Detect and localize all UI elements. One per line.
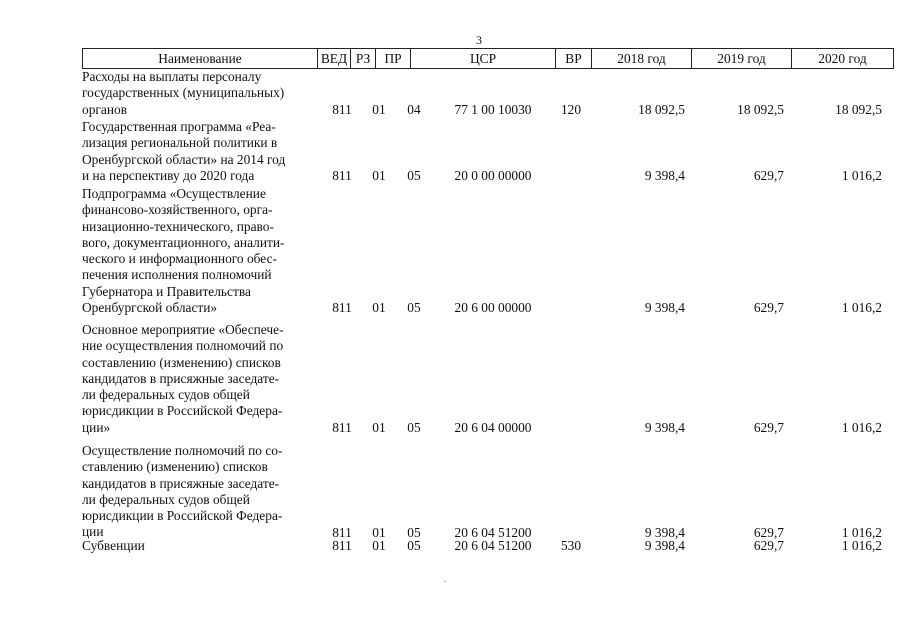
cell-vr: 120 — [560, 101, 582, 117]
row-name-line: лизация региональной политики в — [82, 135, 278, 151]
cell-2019: 629,7 — [753, 419, 784, 435]
cell-2020: 1 016,2 — [841, 524, 882, 540]
row-name-line: Субвенции — [82, 538, 145, 553]
cell-2019: 629,7 — [753, 300, 784, 316]
cell-pr: 05 — [407, 524, 421, 540]
cell-2018: 9 398,4 — [644, 167, 685, 183]
cell-csr: 20 6 04 00000 — [454, 419, 532, 435]
row-name-line: юрисдикции в Российской Федера- — [82, 403, 283, 419]
cell-2020: 1 016,2 — [841, 167, 882, 183]
cell-2020: 1 016,2 — [841, 538, 882, 553]
row-name — [82, 538, 317, 554]
cell-2018: 18 092,5 — [638, 101, 685, 117]
row-name-line: вого, документационного, аналити- — [82, 234, 285, 250]
scan-speck — [444, 581, 446, 582]
cell-csr: 20 6 00 00000 — [454, 300, 532, 316]
row-name-line: ческого и информационного обес- — [82, 251, 277, 267]
row-name — [82, 322, 317, 436]
cell-ved: 811 — [332, 524, 352, 540]
cell-rz: 01 — [372, 538, 386, 553]
cell-csr: 20 0 00 00000 — [454, 167, 532, 183]
table-header — [82, 48, 894, 69]
row-name-line: Осуществление полномочий по со- — [82, 443, 283, 458]
page-number: 3 — [476, 33, 482, 47]
header-vr: ВР — [556, 49, 592, 68]
cell-2018: 9 398,4 — [644, 538, 685, 553]
cell-csr: 20 6 04 51200 — [454, 524, 532, 540]
row-name-line: Расходы на выплаты персоналу — [82, 69, 262, 84]
cell-ved: 811 — [332, 101, 352, 117]
header-2019: 2019 год — [692, 49, 792, 68]
header-pr: ПР — [376, 49, 411, 68]
cell-rz: 01 — [372, 300, 386, 316]
cell-rz: 01 — [372, 524, 386, 540]
row-name-line: органов — [82, 101, 128, 117]
row-name-line: юрисдикции в Российской Федера- — [82, 508, 283, 524]
header-csr: ЦСР — [411, 49, 556, 68]
cell-ved: 811 — [332, 167, 352, 183]
row-name-line: ли федеральных судов общей — [82, 491, 250, 507]
cell-2018: 9 398,4 — [644, 419, 685, 435]
cell-ved: 811 — [332, 419, 352, 435]
row-name-line: Государственная программа «Реа- — [82, 119, 276, 134]
row-name — [82, 69, 317, 118]
row-name-line: низационно-технического, право- — [82, 218, 274, 234]
cell-pr: 04 — [407, 101, 421, 117]
header-ved: ВЕД — [318, 49, 351, 68]
cell-2019: 629,7 — [753, 167, 784, 183]
row-name-line: ли федеральных судов общей — [82, 387, 250, 403]
cell-pr: 05 — [407, 419, 421, 435]
row-name-line: Оренбургской области» — [82, 300, 218, 316]
row-name-line: Губернатора и Правительства — [82, 283, 251, 299]
row-name-line: финансово-хозяйственного, орга- — [82, 202, 273, 218]
cell-csr: 20 6 04 51200 — [454, 538, 532, 553]
row-name-line: Подпрограмма «Осуществление — [82, 186, 266, 201]
cell-2020: 1 016,2 — [841, 419, 882, 435]
row-name-line: Оренбургской области» на 2014 год — [82, 151, 286, 167]
cell-pr: 05 — [407, 167, 421, 183]
cell-ved: 811 — [332, 538, 352, 553]
cell-2018: 9 398,4 — [644, 300, 685, 316]
cell-rz: 01 — [372, 419, 386, 435]
row-name-line: государственных (муниципальных) — [82, 85, 285, 101]
cell-rz: 01 — [372, 167, 386, 183]
row-name-line: составлению (изменению) списков — [82, 354, 281, 370]
row-name-line: и на перспективу до 2020 года — [82, 167, 255, 183]
cell-csr: 77 1 00 10030 — [454, 101, 532, 117]
cell-2019: 629,7 — [753, 538, 784, 553]
row-name-line: печения исполнения полномочий — [82, 267, 272, 283]
row-name — [82, 186, 317, 316]
cell-2019: 18 092,5 — [737, 101, 784, 117]
header-name: Наименование — [83, 49, 318, 68]
cell-pr: 05 — [407, 300, 421, 316]
cell-2019: 629,7 — [753, 524, 784, 540]
row-name-line: кандидатов в присяжные заседате- — [82, 475, 280, 491]
row-name-line: Основное мероприятие «Обеспече- — [82, 322, 284, 337]
header-2020: 2020 год — [818, 51, 867, 66]
cell-vr: 530 — [560, 538, 582, 553]
row-name-line: ставлению (изменению) списков — [82, 459, 268, 475]
row-name-line: кандидатов в присяжные заседате- — [82, 370, 280, 386]
cell-2020: 18 092,5 — [835, 101, 882, 117]
cell-pr: 05 — [407, 538, 421, 553]
cell-2020: 1 016,2 — [841, 300, 882, 316]
cell-2018: 9 398,4 — [644, 524, 685, 540]
row-name — [82, 119, 317, 184]
header-2018: 2018 год — [592, 49, 692, 68]
row-name-line: ние осуществления полномочий по — [82, 338, 284, 354]
cell-ved: 811 — [332, 300, 352, 316]
row-name-line: ции» — [82, 419, 111, 435]
header-rz: РЗ — [351, 49, 376, 68]
cell-rz: 01 — [372, 101, 386, 117]
row-name-line: ции — [82, 524, 104, 540]
row-name — [82, 443, 317, 541]
